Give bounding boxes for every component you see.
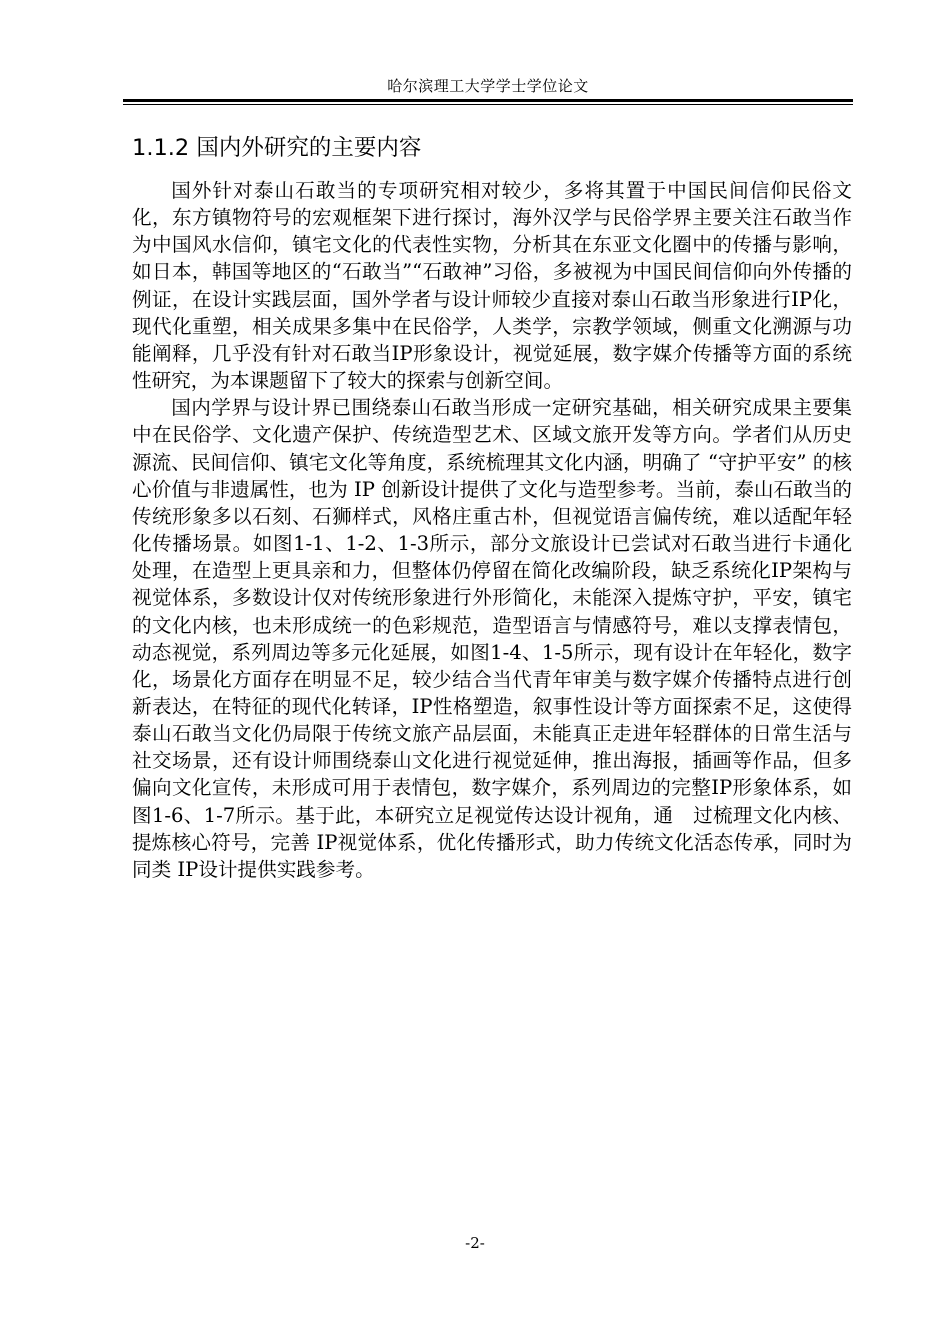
section-heading: 1.1.2 国内外研究的主要内容 xyxy=(132,135,422,161)
paragraph-domestic-research: 国内学界与设计界已围绕泰山石敢当形成一定研究基础，相关研究成果主要集中在民俗学、文化遗产保护、传统造型艺术、区域文旅开发等方向。学者们从历史源流、民间信仰、镇宅文化等角度，系统梳理其文化内涵，明确了 “守护平安” 的核心价值与非遗属性，也为 IP 创新设计提供了文化与造型参考。当前，泰山石敢当的传统形象多以石刻、石狮样式，风格庄重古朴，但视觉语言偏传统，难以适配年轻化传播场景。如图1-1、1-2、1-3所示，部分文旅设计已尝试对石敢当进行卡通化处理，在造型上更具亲和力，但整体仍停留在简化改编阶段，缺乏系统化IP架构与视觉体系，多数设计仅对传统形象进行外形简化，未能深入提炼守护，平安，镇宅的文化内核，也未形成统一的色彩规范，造型语言与情感符号，难以支撑表情包，动态视觉，系列周边等多元化延展，如图1-4、1-5所示，现有设计在年轻化，数字化，场景化方面存在明显不足，较少结合当代青年审美与数字媒介传播特点进行创新表达，在特征的现代化转译，IP性格塑造，叙事性设计等方面探索不足，这使得泰山石敢当文化仍局限于传统文旅产品层面，未能真正走进年轻群体的日常生活与社交场景，还有设计师围绕泰山文化进行视觉延伸，推出海报，插画等作品，但多偏向文化宣传，未形成可用于表情包，数字媒介，系列周边的完整IP形象体系，如图1-6、1-7所示。基于此，本研究立足视觉传达设计视角，通 过梳理文化内核、提炼核心符号，完善 IP视觉体系，优化传播形式，助力传统文化活态传承，同时为同类 IP设计提供实践参考。 xyxy=(132,396,852,881)
paragraph-foreign-research: 国外针对泰山石敢当的专项研究相对较少，多将其置于中国民间信仰民俗文化，东方镇物符号的宏观框架下进行探讨，海外汉学与民俗学界主要关注石敢当作为中国风水信仰，镇宅文化的代表性实物，分析其在东亚文化圈中的传播与影响，如日本，韩国等地区的“石敢当”“石敢神”习俗，多被视为中国民间信仰向外传播的例证，在设计实践层面，国外学者与设计师较少直接对泰山石敢当形象进行IP化，现代化重塑，相关成果多集中在民俗学，人类学，宗教学领域，侧重文化溯源与功能阐释，几乎没有针对石敢当IP形象设计，视觉延展，数字媒介传播等方面的系统性研究，为本课题留下了较大的探索与创新空间。 xyxy=(132,179,852,393)
body-text xyxy=(132,177,852,883)
header-rule-thick xyxy=(123,99,853,102)
header-rule-thin xyxy=(123,104,853,105)
page-number: -2- xyxy=(465,1234,485,1252)
running-header-title: 哈尔滨理工大学学士学位论文 xyxy=(387,77,589,95)
